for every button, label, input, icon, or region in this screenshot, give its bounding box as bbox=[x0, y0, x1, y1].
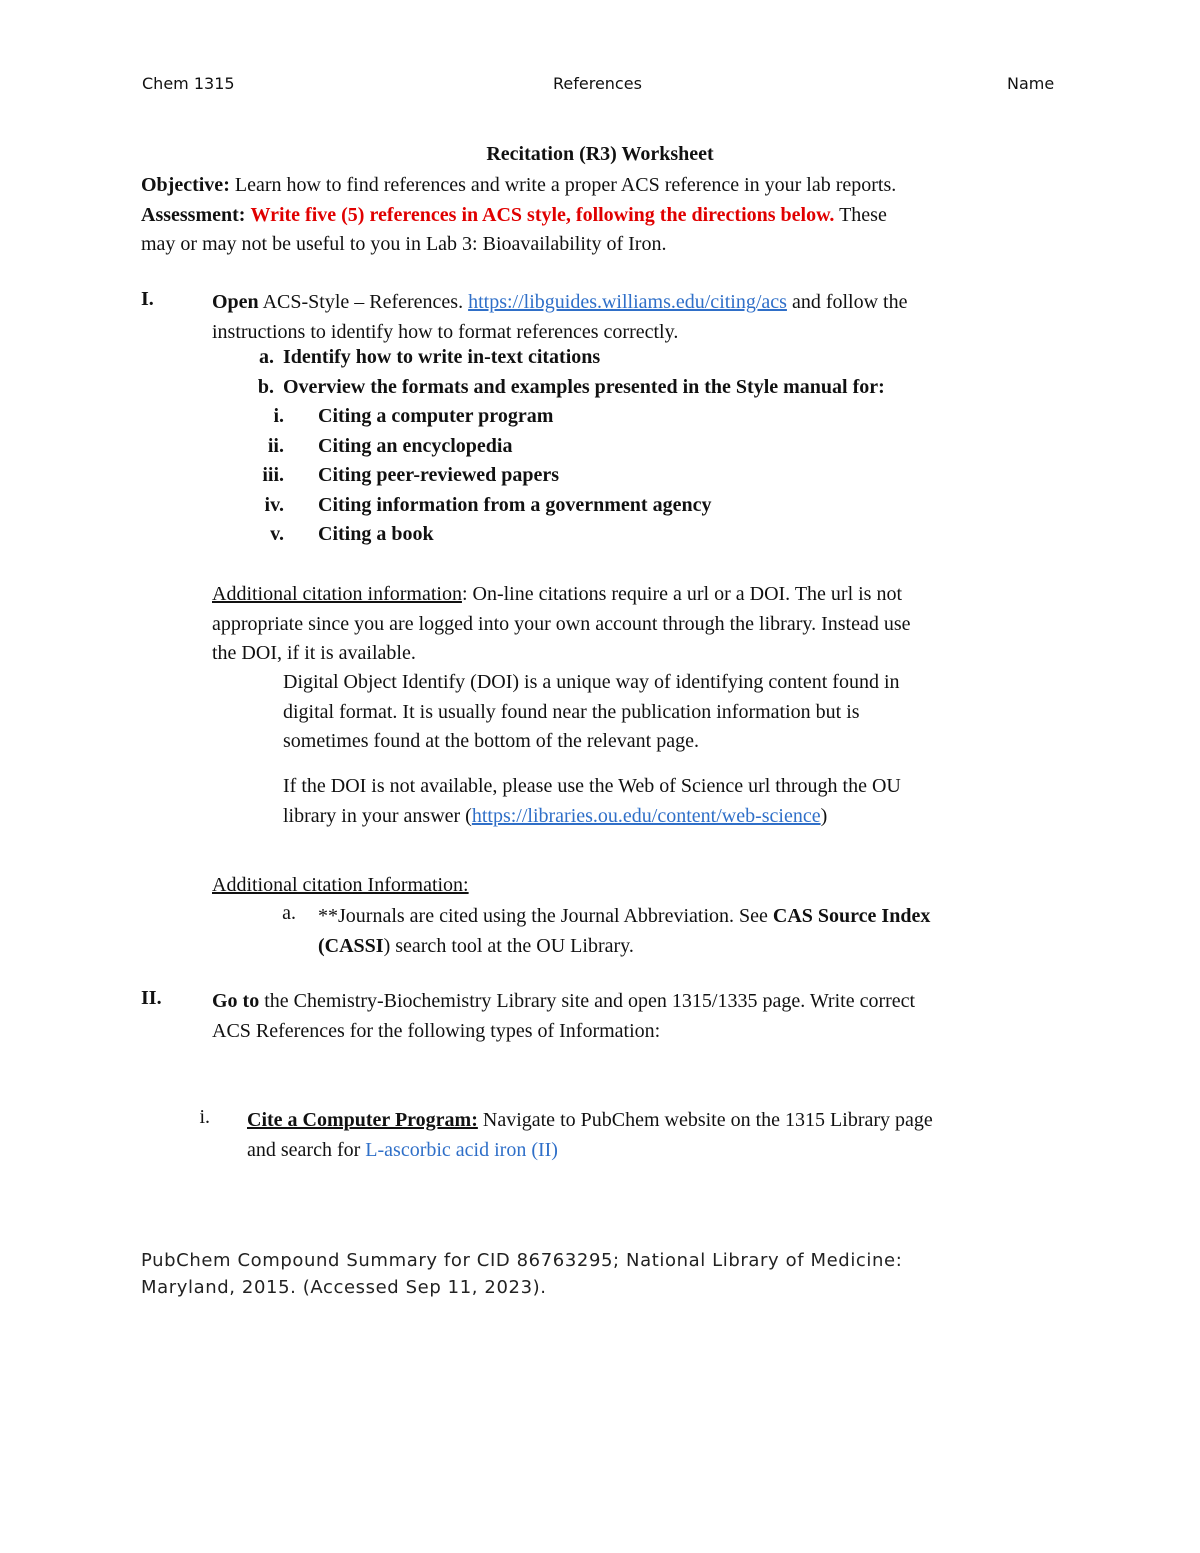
open-label: Open bbox=[212, 291, 259, 313]
section-2-text bbox=[212, 987, 1092, 1046]
header-course: Chem 1315 bbox=[142, 74, 235, 93]
cassi-name: CAS Source Index bbox=[772, 905, 931, 927]
open-text: ACS-Style – References. bbox=[258, 291, 469, 313]
compound-name: L-ascorbic acid iron (II) bbox=[365, 1138, 558, 1161]
cite-program-marker: i. bbox=[199, 1106, 210, 1128]
assessment-text: These bbox=[834, 203, 887, 226]
subitem-iii-marker: iii. bbox=[262, 464, 284, 486]
additional-info-text-1: : On-line citations require a url or a DOI. The url is not bbox=[461, 583, 903, 605]
item-b-text: Overview the formats and examples presented in the Style manual for: bbox=[283, 376, 885, 398]
answer-line-1: PubChem Compound Summary for CID 86763295; National Library of Medicine: bbox=[141, 1250, 903, 1271]
answer-reference[interactable] bbox=[141, 1247, 1041, 1301]
answer-line-2: Maryland, 2015. (Accessed Sep 11, 2023). bbox=[141, 1277, 547, 1298]
journals-marker: a. bbox=[282, 902, 296, 924]
subitem-iv-marker: iv. bbox=[264, 494, 284, 516]
objective-label: Objective: bbox=[141, 174, 230, 196]
doi-paragraph bbox=[283, 668, 1083, 757]
objective-paragraph bbox=[141, 171, 1061, 260]
cite-program-text-2: and search for bbox=[247, 1138, 366, 1161]
additional-info-paragraph bbox=[212, 580, 1092, 669]
assessment-text-2: may or may not be useful to you in Lab 3: Bioavailability of Iron. bbox=[141, 233, 667, 255]
item-a-marker: a. bbox=[259, 346, 274, 368]
journals-text-2: ) search tool at the OU Library. bbox=[383, 934, 634, 957]
doi-line: Digital Object Identify (DOI) is a unique way of identifying content found in bbox=[283, 671, 900, 693]
item-a-text: Identify how to write in-text citations bbox=[283, 346, 601, 368]
subitem-v-marker: v. bbox=[270, 523, 284, 545]
subitem-iv-text: Citing information from a government agency bbox=[318, 494, 712, 516]
cite-program-label: Cite a Computer Program: bbox=[247, 1109, 478, 1131]
additional-info-text-3: the DOI, if it is available. bbox=[212, 642, 416, 664]
wos-paragraph bbox=[283, 772, 1083, 831]
objective-text: Learn how to find references and write a proper ACS reference in your lab reports. bbox=[229, 174, 897, 196]
subitem-i-marker: i. bbox=[273, 405, 284, 427]
header-name: Name bbox=[1007, 74, 1055, 93]
open-text-after: and follow the bbox=[786, 291, 908, 313]
journals-text: **Journals are cited using the Journal Abbreviation. See bbox=[318, 905, 773, 927]
assessment-instruction: Write five (5) references in ACS style, following the directions below. bbox=[250, 203, 835, 226]
page-title: Recitation (R3) Worksheet bbox=[486, 143, 714, 165]
section-2-numeral: II. bbox=[141, 987, 162, 1009]
section-1-text bbox=[212, 288, 1092, 347]
subitem-ii-text: Citing an encyclopedia bbox=[318, 435, 513, 457]
additional-info-heading: Additional citation information bbox=[212, 583, 462, 605]
go-to-text-2: ACS References for the following types of Information: bbox=[212, 1019, 661, 1042]
cite-program-text: Navigate to PubChem website on the 1315 Library page bbox=[477, 1109, 933, 1131]
wos-line-2-pre: library in your answer ( bbox=[283, 804, 472, 827]
go-to-text: the Chemistry-Biochemistry Library site and open 1315/1335 page. Write correct bbox=[259, 990, 916, 1012]
go-to-label: Go to bbox=[212, 990, 260, 1012]
subitem-v-text: Citing a book bbox=[318, 523, 434, 545]
item-b-marker: b. bbox=[257, 376, 274, 398]
header-title: References bbox=[553, 74, 642, 93]
doi-line: digital format. It is usually found near the publication information but is bbox=[283, 700, 860, 723]
doi-line: sometimes found at the bottom of the relevant page. bbox=[283, 730, 699, 752]
open-text-line-2: instructions to identify how to format references correctly. bbox=[212, 320, 679, 343]
section-1-numeral: I. bbox=[141, 288, 154, 310]
acs-guide-link[interactable]: https://libguides.williams.edu/citing/acs bbox=[468, 291, 787, 313]
wos-line-2-post: ) bbox=[820, 804, 828, 827]
assessment-label: Assessment: bbox=[141, 203, 246, 226]
journals-paragraph bbox=[318, 902, 1078, 961]
subitem-iii-text: Citing peer-reviewed papers bbox=[318, 464, 560, 486]
cassi-abbrev: (CASSI bbox=[318, 934, 384, 957]
web-of-science-link[interactable]: https://libraries.ou.edu/content/web-science bbox=[471, 804, 821, 827]
additional-info-text-2: appropriate since you are logged into your own account through the library. Instead use bbox=[212, 612, 911, 635]
cite-program-paragraph bbox=[247, 1106, 1127, 1165]
subitem-i-text: Citing a computer program bbox=[318, 405, 554, 427]
wos-line-1: If the DOI is not available, please use the Web of Science url through the OU bbox=[283, 775, 901, 797]
additional-info-2-heading: Additional citation Information: bbox=[212, 874, 469, 896]
subitem-ii-marker: ii. bbox=[267, 435, 284, 457]
